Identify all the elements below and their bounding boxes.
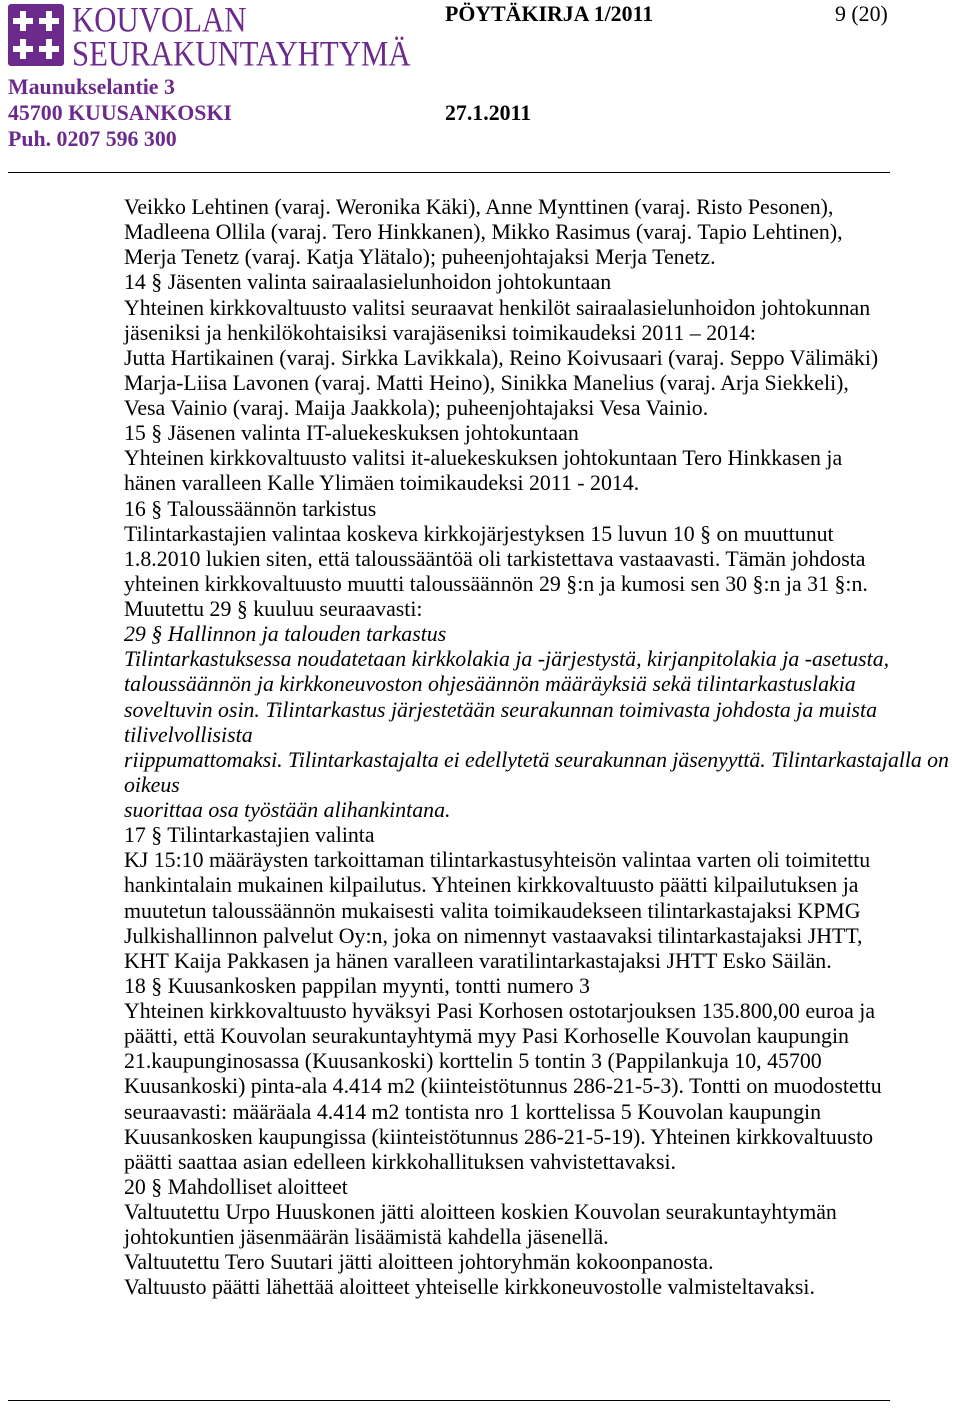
section-text-line: jäseniksi ja henkilökohtaisiksi varajäseniksi toimikaudeksi 2011 – 2014: xyxy=(124,320,756,345)
section-text-line: Kuusankoski) pinta-ala 4.414 m2 (kiinteistötunnus 286-21-5-3). Tontti on muodostettu xyxy=(124,1074,882,1099)
section-text-line: Yhteinen kirkkovaltuusto valitsi it-aluekeskuksen johtokuntaan Tero Hinkkasen ja xyxy=(124,446,843,471)
section-text-line: Valtuutettu Tero Suutari jätti aloitteen johtoryhmän kokoonpanosta. xyxy=(124,1250,714,1275)
section-text-line: Yhteinen kirkkovaltuusto hyväksyi Pasi Korhosen ostotarjouksen 135.800,00 euroa ja xyxy=(124,999,876,1023)
quoted-regulation-line: tilivelvollisista xyxy=(124,722,253,747)
quoted-regulation-heading: 29 § Hallinnon ja talouden tarkastus xyxy=(124,622,447,647)
section-heading: 15 § Jäsenen valinta IT-aluekeskuksen johtokuntaan xyxy=(124,421,579,446)
section-text-line: yhteinen kirkkovaltuusto muutti taloussäännön 29 §:n ja kumosi sen 30 §:n ja 31 §:n. xyxy=(124,571,868,596)
section-text-line: hankintalain mukainen kilpailutus. Yhteinen kirkkovaltuusto päätti kilpailutuksen ja xyxy=(124,873,859,898)
quoted-regulation-line: riippumattomaksi. Tilintarkastajalta ei edellytetä seurakunnan jäsenyyttä. Tilintarkastajalla on xyxy=(124,747,949,772)
section-text-line: Jutta Hartikainen (varaj. Sirkka Lavikkala), Reino Koivusaari (varaj. Seppo Välimäki) xyxy=(124,345,879,370)
continuation-line: Merja Tenetz (varaj. Katja Ylätalo); puheenjohtajaksi Merja Tenetz. xyxy=(124,245,716,270)
minutes-body xyxy=(124,195,958,1301)
section-text-line: Kuusankosken kaupungissa (kiinteistötunnus 286-21-5-19). Yhteinen kirkkovaltuusto xyxy=(124,1124,874,1149)
section-text-line: Muutettu 29 § kuuluu seuraavasti: xyxy=(124,597,423,621)
document-title: PÖYTÄKIRJA 1/2011 xyxy=(445,2,654,26)
quoted-regulation-line: suorittaa osa työstään alihankintana. xyxy=(124,798,451,822)
section-text-line: hänen varalleen Kalle Ylimäen toimikaudeksi 2011 - 2014. xyxy=(124,471,640,496)
section-text-line: Tilintarkastajien valintaa koskeva kirkkojärjestyksen 15 luvun 10 § on muuttunut xyxy=(124,521,834,546)
continuation-line: Veikko Lehtinen (varaj. Weronika Käki), Anne Mynttinen (varaj. Risto Pesonen), xyxy=(124,195,834,219)
section-text-line: 1.8.2010 lukien siten, että taloussääntöä oli tarkistettava vastaavasti. Tämän johdosta xyxy=(124,546,866,571)
quoted-regulation-line: Tilintarkastuksessa noudatetaan kirkkolakia ja -järjestystä, kirjanpitolakia ja -asetusta, xyxy=(124,647,890,672)
section-text-line: Vesa Vainio (varaj. Maija Jaakkola); puheenjohtajaksi Vesa Vainio. xyxy=(124,396,709,420)
meeting-date: 27.1.2011 xyxy=(445,101,532,125)
section-text-line: päätti, että Kouvolan seurakuntayhtymä myy Pasi Korhoselle Kouvolan kaupungin xyxy=(124,1024,849,1049)
section-text-line: Marja-Liisa Lavonen (varaj. Matti Heino), Sinikka Manelius (varaj. Arja Siekkeli), xyxy=(124,370,849,395)
section-text-line: päätti saattaa asian edelleen kirkkohallituksen vahvistettavaksi. xyxy=(124,1149,676,1174)
page-number: 9 (20) xyxy=(835,2,888,26)
quoted-regulation-line: soveltuvin osin. Tilintarkastus järjestetään seurakunnan toimivasta johdosta ja muista xyxy=(124,697,878,722)
section-text-line: KHT Kaija Pakkasen ja hänen varalleen varatilintarkastajaksi JHTT Esko Säilän. xyxy=(124,948,832,973)
section-heading: 20 § Mahdolliset aloitteet xyxy=(124,1174,348,1199)
quoted-regulation xyxy=(124,622,958,823)
section-heading: 18 § Kuusankosken pappilan myynti, tontti numero 3 xyxy=(124,973,590,998)
section-heading: 17 § Tilintarkastajien valinta xyxy=(124,823,375,848)
continuation-block xyxy=(124,195,958,270)
section-text-line: muutetun taloussäännön mukaisesti valita toimikaudekseen tilintarkastajaksi KPMG xyxy=(124,898,861,923)
section-text-line: Yhteinen kirkkovaltuusto valitsi seuraavat henkilöt sairaalasielunhoidon johtokunnan xyxy=(124,295,871,320)
section-20 xyxy=(124,1175,958,1301)
street-address: Maunukselantie 3 xyxy=(8,75,175,99)
postal-address: 45700 KUUSANKOSKI xyxy=(8,101,232,125)
section-text-line: johtokuntien jäsenmäärän lisäämistä kahdella jäsenellä. xyxy=(124,1225,609,1250)
section-text-line: Valtuutettu Urpo Huuskonen jätti aloitteen koskien Kouvolan seurakuntayhtymän xyxy=(124,1200,837,1224)
organization-name-line-2: SEURAKUNTAYHTYMÄ xyxy=(72,33,411,74)
section-text-line: Valtuusto päätti lähettää aloitteet yhteiselle kirkkoneuvostolle valmisteltavaksi. xyxy=(124,1275,815,1300)
header-divider xyxy=(8,172,890,173)
footer-divider xyxy=(8,1400,890,1401)
section-text-line: seuraavasti: määräala 4.414 m2 tontista nro 1 korttelissa 5 Kouvolan kaupungin xyxy=(124,1099,822,1124)
cross-logo-icon xyxy=(8,4,64,66)
section-14 xyxy=(124,270,958,421)
section-text-line: Julkishallinnon palvelut Oy:n, joka on nimennyt vastaavaksi tilintarkastajaksi JHTT, xyxy=(124,923,863,948)
continuation-line: Madleena Ollila (varaj. Tero Hinkkanen), Mikko Rasimus (varaj. Tapio Lehtinen), xyxy=(124,220,843,245)
section-heading: 14 § Jäsenten valinta sairaalasielunhoidon johtokuntaan xyxy=(124,270,612,295)
phone-number: Puh. 0207 596 300 xyxy=(8,127,177,151)
section-16 xyxy=(124,497,958,824)
section-15 xyxy=(124,421,958,496)
section-17 xyxy=(124,823,958,974)
quoted-regulation-line: taloussäännön ja kirkkoneuvoston ohjesäännön määräyksiä sekä tilintarkastuslakia xyxy=(124,672,856,697)
section-text-line: KJ 15:10 määräysten tarkoittaman tilintarkastusyhteisön valintaa varten oli toimitettu xyxy=(124,848,871,873)
quoted-regulation-line: oikeus xyxy=(124,772,180,797)
section-18 xyxy=(124,974,958,1175)
organization-name-line-1: KOUVOLAN xyxy=(72,0,247,40)
section-text-line: 21.kaupunginosassa (Kuusankoski) korttelin 5 tontin 3 (Pappilankuja 10, 45700 xyxy=(124,1049,822,1074)
section-heading: 16 § Taloussäännön tarkistus xyxy=(124,496,377,521)
